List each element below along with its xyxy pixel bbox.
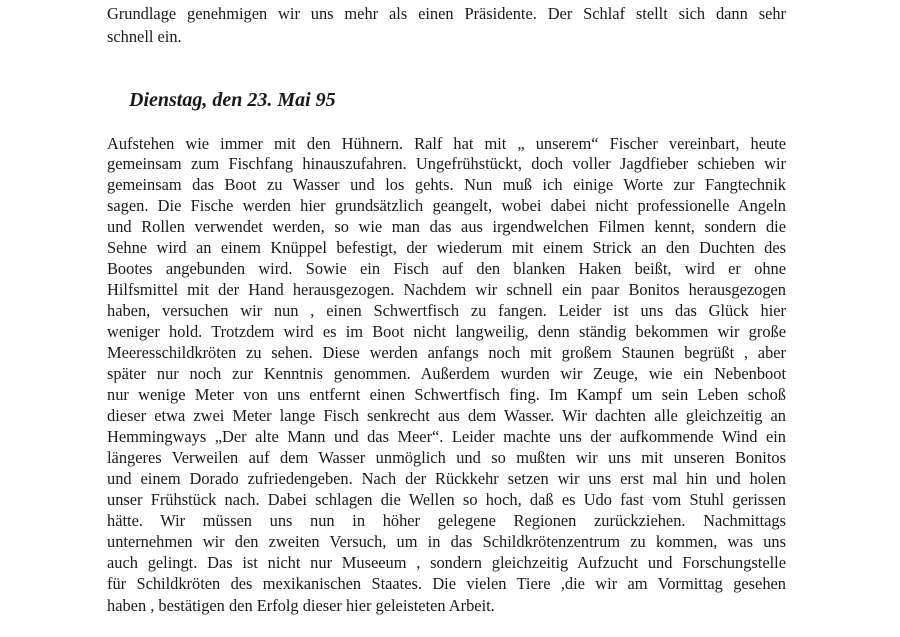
paragraph-line: und einem Dorado zufriedengeben. Nach der Rückkehr setzen wir uns erst mal hin und holen bbox=[107, 469, 786, 488]
paragraph-line: gemeinsam das Boot zu Wasser und los gehts. Nun muß ich einige Worte zur Fangtechnik bbox=[107, 175, 786, 194]
paragraph-line: längeres Verweilen auf dem Wasser unmöglich und so mußten wir uns mit unseren Bonitos bbox=[107, 448, 786, 467]
paragraph-line: haben , bestätigen den Erfolg dieser hier geleisteten Arbeit. bbox=[107, 596, 495, 615]
paragraph-line: Hemmingways „Der alte Mann und das Meer“. Leider machte uns der aufkommende Wind ein bbox=[107, 427, 786, 446]
entry-heading: Dienstag, den 23. Mai 95 bbox=[129, 89, 336, 111]
paragraph-line: haben, versuchen wir nun , einen Schwertfisch zu fangen. Leider ist uns das Glück hier bbox=[107, 301, 786, 320]
paragraph-line: unternehmen wir den zweiten Versuch, um in das Schildkrötenzentrum zu kommen, was uns bbox=[107, 532, 786, 551]
paragraph-line: Hilfsmittel mit der Hand herausgezogen. Nachdem wir schnell ein paar Bonitos herausgezogen bbox=[107, 280, 786, 299]
paragraph-line: hätte. Wir müssen uns nun in höher gelegene Regionen zurückziehen. Nachmittags bbox=[107, 511, 786, 530]
paragraph-line: sagen. Die Fische werden hier grundsätzlich geangelt, wobei dabei nicht professionelle Angeln bbox=[107, 196, 786, 215]
paragraph-line: auch gelingt. Das ist nicht nur Museeum , sondern gleichzeitig Aufzucht und Forschungstelle bbox=[107, 553, 786, 572]
paragraph-line: Aufstehen wie immer mit den Hühnern. Ralf hat mit „ unserem“ Fischer vereinbart, heute bbox=[107, 134, 786, 153]
paragraph-line: Grundlage genehmigen wir uns mehr als einen Präsidente. Der Schlaf stellt sich dann sehr bbox=[107, 4, 786, 23]
paragraph-line: unser Frühstück nach. Dabei schlagen die Wellen so hoch, daß es Udo fast vom Stuhl gerissen bbox=[107, 490, 786, 509]
paragraph-line: nur wenige Meter von uns entfernt einen Schwertfisch fing. Im Kampf um sein Leben schoß bbox=[107, 385, 786, 404]
paragraph-line: weniger hold. Trotzdem wird es im Boot nicht langweilig, denn ständig bekommen wir große bbox=[107, 322, 786, 341]
paragraph-line: Meeresschildkröten zu sehen. Diese werden anfangs noch mit großem Staunen begrüßt , aber bbox=[107, 343, 786, 362]
paragraph-line: später nur noch zur Kenntnis genommen. Außerdem wurden wir Zeuge, wie ein Nebenboot bbox=[107, 364, 786, 383]
paragraph-line: für Schildkröten des mexikanischen Staates. Die vielen Tiere ,die wir am Vormittag gesehen bbox=[107, 574, 786, 593]
paragraph-line: dieser etwa zwei Meter lange Fisch senkrecht aus dem Wasser. Wir dachten alle gleichzeitig an bbox=[107, 406, 786, 425]
paragraph-line: gemeinsam zum Fischfang hinauszufahren. Ungefrühstückt, doch voller Jagdfieber schieben wir bbox=[107, 154, 786, 173]
paragraph-line: schnell ein. bbox=[107, 27, 182, 46]
paragraph-line: und Rollen verwendet werden, so wie man das aus irgendwelchen Filmen kennt, sondern die bbox=[107, 217, 786, 236]
paragraph-line: Sehne wird an einem Knüppel befestigt, der wiederum mit einem Strick an den Duchten des bbox=[107, 238, 786, 257]
paragraph-line: Bootes angebunden wird. Sowie ein Fisch auf den blanken Haken beißt, wird er ohne bbox=[107, 259, 786, 278]
